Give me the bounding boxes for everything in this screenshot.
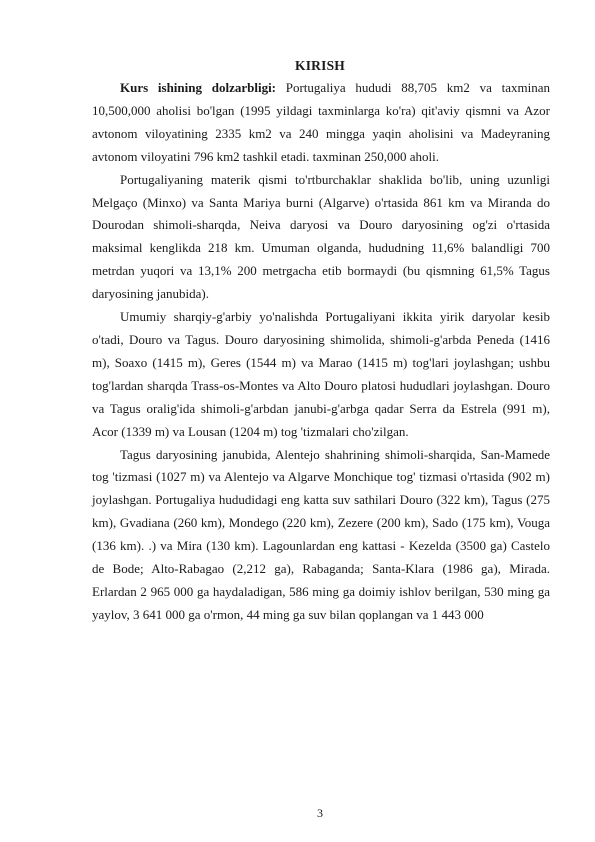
paragraph-text: Portugaliya hududi 88,705 km2 va taxminan 10,500,000 aholisi bo'lgan (1995 yildagi taxminlarga ko'ra) qit'aviy qismni va Azor avtonom viloyatining 2335 km2 va 240 mingga yaqin aholisini va Madeyraning avtonom viloyatini 796 km2 tashkil etadi. taxminan 250,000 aholi. — [92, 80, 550, 164]
document-body — [92, 77, 550, 627]
paragraph-1 — [92, 77, 550, 169]
paragraph-2: Portugaliyaning materik qismi to'rtburchaklar shaklida bo'lib, uning uzunligi Melgaço (Minxo) va Santa Mariya burni (Algarve) o'rtasida 861 km va Miranda do Dourodan shimoli-sharqda, Neiva daryosi va Douro daryosining og'zi o'rtasida maksimal kenglikda 218 km. Umuman olganda, hududning 11,6% balandligi 700 metrdan yuqori va 13,1% 200 metrgacha etib bormaydi (bu qismning 61,5% Tagus daryosining janubida). — [92, 171, 550, 302]
paragraph-3: Umumiy sharqiy-g'arbiy yo'nalishda Portugaliyani ikkita yirik daryolar kesib o'tadi, Douro va Tagus. Douro daryosining shimolida, shimoli-g'arbda Peneda (1416 m), Soaxo (1415 m), Geres (1544 m) va Marao (1415 m) tog'lari joylashgan; ushbu tog'lardan sharqda Trass-os-Montes va Alto Douro platosi hududlari joylashgan. Douro va Tagus oralig'ida shimoli-g'arbdan janubi-g'arbga qadar Serra da Estrela (991 m), Acor (1339 m) va Lousan (1204 m) tog 'tizmalari cho'zilgan. — [92, 309, 550, 439]
page-number: 3 — [317, 806, 323, 820]
paragraph-lead: Kurs ishining dolzarbligi: — [120, 80, 277, 95]
page-title: KIRISH — [295, 58, 345, 73]
paragraph-4: Tagus daryosining janubida, Alentejo shahrining shimoli-sharqida, San-Mamede tog 'tizmasi (1027 m) va Alentejo va Algarve Monchique tog' tizmasi o'rtasida (902 m) joylashgan. Portugaliya hududidagi eng katta suv sathilari Douro (322 km), Tagus (275 km), Gvadiana (260 km), Mondego (220 km), Zezere (200 km), Sado (175 km), Vouga (136 km). .) va Mira (130 km). Lagounlardan eng kattasi - Kezelda (3500 ga) Castelo de Bode; Alto-Rabagao (2,212 ga), Rabaganda; Santa-Klara (1986 ga), Mirada. Erlardan 2 965 000 ga haydaladigan, 586 ming ga doimiy ishlov berilgan, 530 ming ga yaylov, 3 641 000 ga o'rmon, 44 ming ga suv bilan qoplangan va 1 443 000 — [92, 446, 550, 622]
